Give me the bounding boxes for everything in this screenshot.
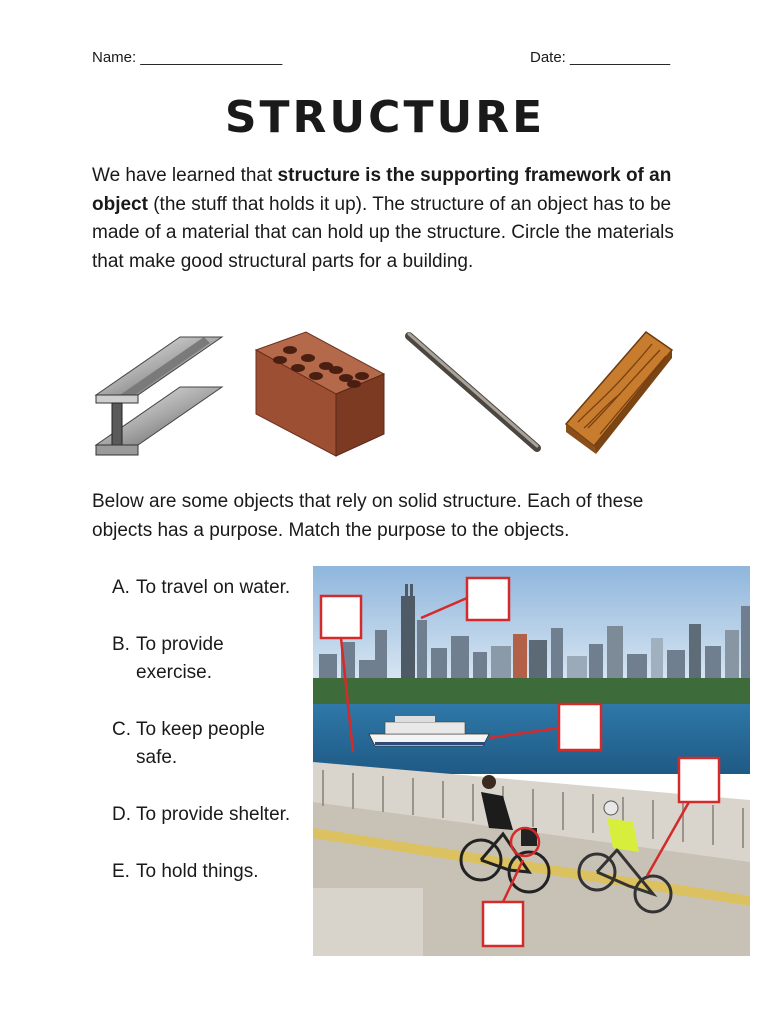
option-letter: E.	[112, 861, 130, 882]
park-trees	[313, 678, 750, 706]
answer-box-1	[321, 596, 361, 638]
cyclist-1-head	[482, 775, 496, 789]
intro-text-start: We have learned that	[92, 165, 278, 186]
intro-text-end: (the stuff that holds it up). The structure of an object has to be made of a material that can hold up the structure. Circle the materials that make good structural parts for a building.	[92, 193, 674, 272]
option-text: To provide exercise.	[136, 634, 224, 683]
option-b[interactable]	[112, 631, 302, 687]
option-letter: A.	[112, 577, 130, 598]
option-a[interactable]	[112, 574, 302, 602]
answer-box-3	[559, 704, 601, 750]
option-text: To provide shelter.	[136, 804, 291, 825]
answer-box-5	[483, 902, 523, 946]
steel-i-beam-image[interactable]	[92, 333, 226, 459]
metal-rod-image[interactable]	[403, 330, 545, 456]
answer-box-2	[467, 578, 509, 620]
page-title: STRUCTURE	[224, 92, 546, 143]
answer-box-4	[679, 758, 719, 802]
option-text: To travel on water.	[136, 577, 291, 598]
option-d[interactable]	[112, 801, 302, 829]
brick-image[interactable]	[250, 330, 386, 458]
date-field-label: Date: ____________	[530, 49, 671, 66]
option-letter: B.	[112, 634, 130, 655]
option-letter: D.	[112, 804, 131, 825]
wood-plank-image[interactable]	[560, 330, 678, 458]
cyclist-2-helmet	[604, 801, 618, 815]
lakefront-scene-photo	[313, 566, 750, 956]
option-letter: C.	[112, 719, 131, 740]
option-text: To hold things.	[136, 861, 259, 882]
matching-instructions: Below are some objects that rely on solid structure. Each of these objects has a purpose. Match the purpose to the objects.	[92, 491, 644, 541]
intro-definition: structure is the supporting framework of an object	[92, 165, 672, 215]
intro-paragraph	[92, 162, 692, 276]
option-text: To keep people safe.	[136, 719, 265, 768]
option-c[interactable]	[112, 716, 302, 772]
option-e[interactable]	[112, 858, 302, 886]
purpose-options	[112, 574, 302, 915]
name-field-label: Name: _________________	[92, 49, 283, 66]
